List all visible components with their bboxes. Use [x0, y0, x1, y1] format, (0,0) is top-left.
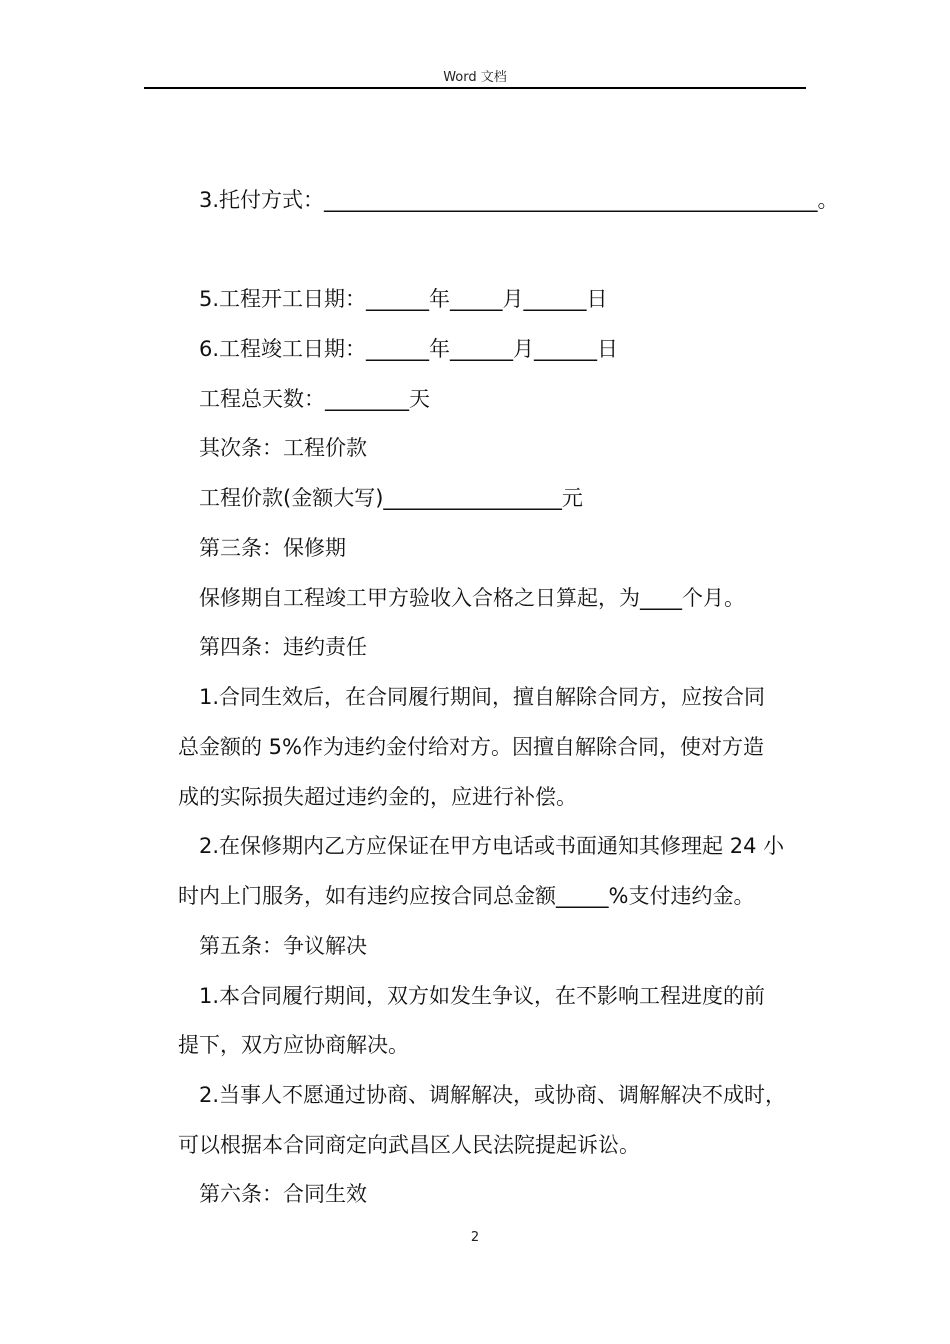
section-heading: 第五条：争议解决	[199, 934, 367, 958]
paragraph-line: 总金额的 5%作为违约金付给对方。因擅自解除合同，使对方造	[178, 735, 764, 759]
paragraph-line: 6.工程竣工日期：______年______月______日	[199, 337, 619, 361]
paragraph-line: 1.合同生效后，在合同履行期间，擅自解除合同方，应按合同	[199, 685, 766, 709]
paragraph-line: 时内上门服务，如有违约应按合同总金额_____%支付违约金。	[178, 884, 755, 908]
paragraph-line: 3.托付方式：_______________________________________________。	[199, 188, 839, 212]
paragraph-line: 可以根据本合同商定向武昌区人民法院提起诉讼。	[178, 1133, 640, 1157]
paragraph-line: 成的实际损失超过违约金的，应进行补偿。	[178, 785, 577, 809]
paragraph-line: 提下，双方应协商解决。	[178, 1033, 409, 1057]
paragraph-line: 1.本合同履行期间，双方如发生争议，在不影响工程进度的前	[199, 984, 766, 1008]
section-heading: 其次条：工程价款	[199, 436, 367, 460]
section-heading: 第三条：保修期	[199, 536, 346, 560]
section-heading: 第四条：违约责任	[199, 635, 367, 659]
paragraph-line: 2.当事人不愿通过协商、调解解决，或协商、调解解决不成时，	[199, 1083, 787, 1107]
header-divider	[144, 87, 806, 89]
paragraph-line: 保修期自工程竣工甲方验收入合格之日算起，为____个月。	[199, 586, 745, 610]
page-header-title: Word 文档	[443, 70, 507, 85]
page-number: 2	[470, 1230, 480, 1245]
section-heading: 第六条：合同生效	[199, 1182, 367, 1206]
paragraph-line: 2.在保修期内乙方应保证在甲方电话或书面通知其修理起 24 小	[199, 834, 785, 858]
paragraph-line: 5.工程开工日期：______年_____月______日	[199, 287, 608, 311]
paragraph-line: 工程价款(金额大写)_________________元	[199, 486, 583, 510]
paragraph-line: 工程总天数：________天	[199, 387, 430, 411]
